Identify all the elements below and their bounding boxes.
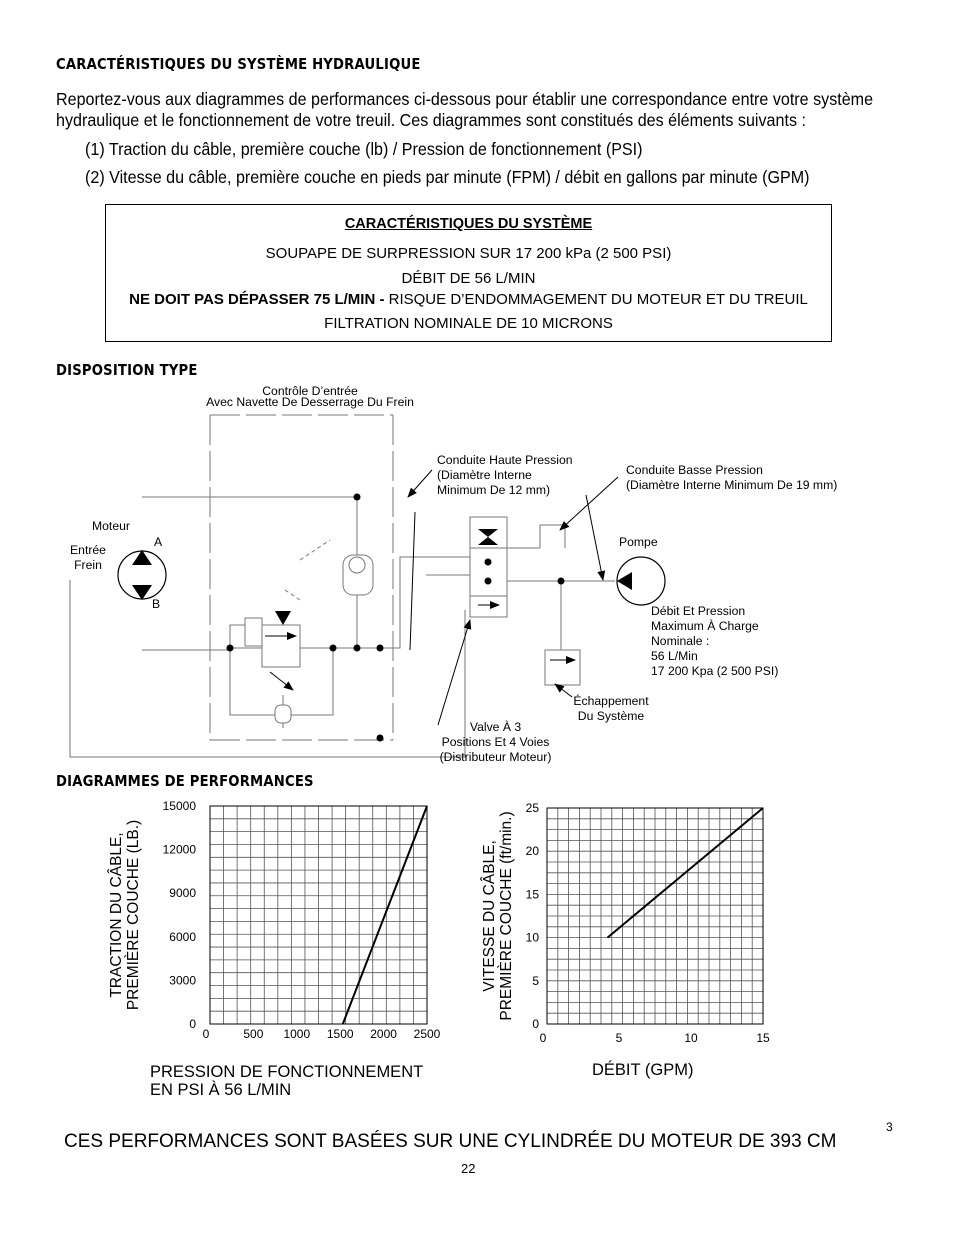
chart2-ylabel-line1: VITESSE DU CÂBLE, xyxy=(481,840,498,992)
specs-line-flow: DÉBIT DE 56 L/MIN xyxy=(401,270,536,287)
label-port-b: B xyxy=(152,597,161,611)
exhaust-relief xyxy=(545,650,580,685)
chart2-ylabel-line2: PREMIÈRE COUCHE (ft/min.) xyxy=(498,811,515,1021)
relief-valve xyxy=(262,625,300,667)
chart2-x-tick-label: 5 xyxy=(615,1031,623,1045)
label-directional-valve xyxy=(428,720,563,765)
specs-warning-text: RISQUE D’ENDOMMAGEMENT DU MOTEUR ET DU TREUIL xyxy=(384,291,808,308)
chart1-x-tick-label: 2500 xyxy=(413,1027,441,1041)
chart1-y-tick-label: 3000 xyxy=(169,973,196,988)
intro-line-2: hydraulique et le fonctionnement de votre treuil. Ces diagrammes sont constitués des éléments suivants : xyxy=(56,110,806,130)
label-valve-1: Valve À 3 xyxy=(469,720,522,734)
chart2-ylabel xyxy=(481,811,515,1020)
list-item-1: (1) Traction du câble, première couche (lb) / Pression de fonctionnement (PSI) xyxy=(85,139,643,159)
label-inlet-control-1: Contrôle D’entrée xyxy=(262,384,358,398)
chart-speed-vs-flow xyxy=(478,790,778,1090)
chart1-ylabel-line2: PREMIÈRE COUCHE (LB.) xyxy=(125,819,142,1011)
label-flow-5: 17 200 Kpa (2 500 PSI) xyxy=(651,664,779,678)
label-high-pressure-2: (Diamètre Interne xyxy=(437,468,532,482)
label-exhaust xyxy=(565,694,657,724)
section-heading-layout: DISPOSITION TYPE xyxy=(56,361,198,379)
label-exhaust-1: Échappement xyxy=(573,694,649,708)
label-brake-inlet-2: Frein xyxy=(74,558,102,572)
label-inlet-control xyxy=(170,384,450,410)
filter xyxy=(275,705,291,723)
chart2-x-tick-label: 15 xyxy=(756,1031,770,1045)
chart1-x-tick-label: 1500 xyxy=(326,1027,354,1041)
label-pump: Pompe xyxy=(619,535,658,549)
chart1-y-tick-label: 12000 xyxy=(162,842,196,857)
label-inlet-control-2: Avec Navette De Desserrage Du Frein xyxy=(206,395,414,409)
specs-line-max xyxy=(106,291,831,308)
chart2-y-tick-label: 0 xyxy=(532,1017,539,1031)
system-specs-box xyxy=(105,204,832,342)
performance-note: CES PERFORMANCES SONT BASÉES SUR UNE CYLINDRÉE DU MOTEUR DE 393 CM xyxy=(64,1131,837,1152)
section-heading-hydraulic: CARACTÉRISTIQUES DU SYSTÈME HYDRAULIQUE xyxy=(56,55,421,73)
chart2-y-tick-label: 15 xyxy=(525,887,539,902)
specs-line-relief: SOUPAPE DE SURPRESSION SUR 17 200 kPa (2 500 PSI) xyxy=(265,245,672,262)
line-a xyxy=(142,497,357,563)
label-low-pressure-2: (Diamètre Interne Minimum De 19 mm) xyxy=(626,478,838,492)
chart2-grid xyxy=(547,808,763,1024)
intro-line-1: Reportez-vous aux diagrammes de performances ci-dessous pour établir une correspondance entre votre système xyxy=(56,89,874,109)
chart1-y-tick-label: 15000 xyxy=(162,799,196,813)
chart1-x-tick-label: 1000 xyxy=(283,1027,311,1041)
label-brake-inlet-1: Entrée xyxy=(70,543,106,557)
page-number: 22 xyxy=(461,1161,476,1176)
specs-line-filtration: FILTRATION NOMINALE DE 10 MICRONS xyxy=(324,315,613,332)
chart1-xlabel-line1: PRESSION DE FONCTIONNEMENT xyxy=(150,1063,424,1081)
chart1-y-tick-label: 0 xyxy=(189,1017,196,1031)
label-high-pressure-3: Minimum De 12 mm) xyxy=(437,483,551,497)
chart1-y-tick-label: 6000 xyxy=(169,929,196,944)
label-flow-2: Maximum À Charge xyxy=(651,619,759,633)
hydraulic-schematic xyxy=(0,380,954,770)
chart1-xlabel xyxy=(150,1063,423,1099)
label-valve-3: (Distributeur Moteur) xyxy=(439,750,552,764)
label-port-a: A xyxy=(154,535,163,549)
chart1-y-tick-label: 9000 xyxy=(169,886,196,901)
chart1-grid xyxy=(210,806,427,1024)
chart2-xlabel: DÉBIT (GPM) xyxy=(592,1061,694,1079)
label-motor: Moteur xyxy=(92,519,130,533)
label-low-pressure-1: Conduite Basse Pression xyxy=(626,463,763,477)
label-flow-4: 56 L/Min xyxy=(651,649,698,663)
junction-dots xyxy=(227,494,565,742)
label-exhaust-2: Du Système xyxy=(577,709,645,723)
label-flow-pressure xyxy=(651,604,778,679)
superscript-3: 3 xyxy=(886,1120,893,1134)
brake-line xyxy=(70,580,465,757)
chart2-x-tick-label: 10 xyxy=(684,1031,698,1045)
chart2-x-tick-label: 0 xyxy=(539,1031,547,1045)
specs-title: CARACTÉRISTIQUES DU SYSTÈME xyxy=(344,216,593,232)
line-b xyxy=(142,648,333,715)
chart1-ylabel-line1: TRACTION DU CÂBLE, xyxy=(108,832,125,998)
label-brake-inlet xyxy=(62,543,114,573)
chart1-series-line xyxy=(343,806,427,1024)
label-flow-1: Débit Et Pression xyxy=(651,604,746,618)
chart1-ylabel xyxy=(108,820,142,1010)
label-valve-2: Positions Et 4 Voies xyxy=(441,735,550,749)
chart1-x-tick-label: 500 xyxy=(243,1027,264,1041)
label-high-pressure-1: Conduite Haute Pression xyxy=(437,453,573,467)
chart-pull-vs-pressure xyxy=(95,790,455,1110)
chart2-y-tick-label: 25 xyxy=(525,801,539,815)
chart2-y-tick-label: 5 xyxy=(532,973,539,988)
chart1-x-tick-label: 2000 xyxy=(370,1027,397,1041)
list-item-2: (2) Vitesse du câble, première couche en pieds par minute (FPM) / débit en gallons par minute (GPM) xyxy=(85,167,810,187)
label-flow-3: Nominale : xyxy=(651,634,710,648)
section-heading-performance: DIAGRAMMES DE PERFORMANCES xyxy=(56,772,314,790)
label-low-pressure xyxy=(626,463,837,493)
chart2-y-tick-label: 10 xyxy=(525,930,539,945)
chart1-xlabel-line2: EN PSI À 56 L/MIN xyxy=(150,1081,292,1099)
chart2-y-tick-label: 20 xyxy=(525,844,539,859)
label-high-pressure xyxy=(437,453,573,498)
specs-warning-bold: NE DOIT PAS DÉPASSER 75 L/MIN - xyxy=(129,291,385,308)
chart1-x-tick-label: 0 xyxy=(202,1027,210,1041)
